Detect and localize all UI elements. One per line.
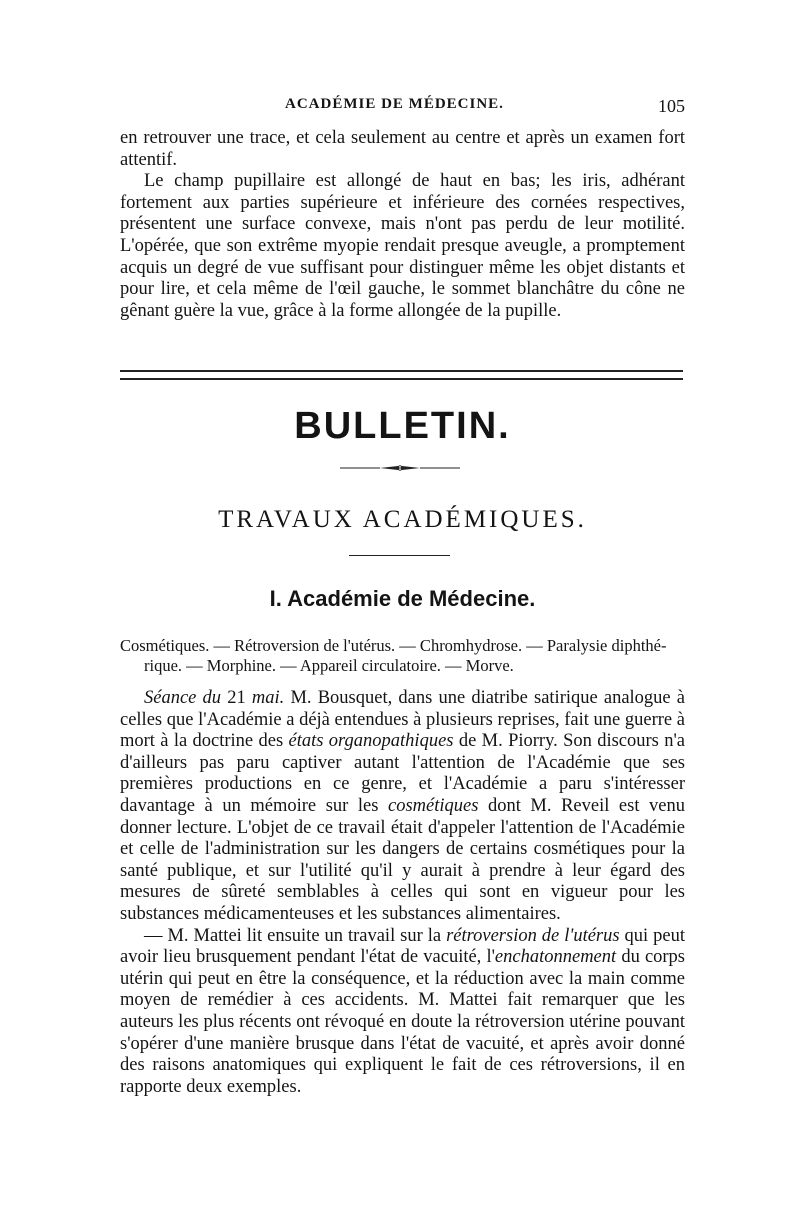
italic-term: enchatonnement	[494, 947, 617, 968]
paragraph-text: dont M. Reveil est venu donner lecture. L'objet de ce travail était d'appeler l'attention de l'Académie et celle de l'administration sur les dangers de certains cosmétiques pour la santé publique, et sur l'utilité qu'il y aurait à prendre à leur égard des mesures de sûreté semblables à celles qui sont en vigueur pour les substances médicamenteuses et les substances alimentaires.	[120, 795, 685, 924]
short-rule-divider	[349, 555, 450, 556]
intro-paragraph-2: Le champ pupillaire est allongé de haut en bas; les iris, adhérant fortement aux parties supérieure et inférieure des cornées respectives, présentent une surface convexe, mais n'ont pas perdu de leur motilité. L'opérée, que son extrême myopie rendait presque aveugle, a promptement acquis un degré de vue suffisant pour distinguer même les objet distants et pour lire, et cela même de l'œil gauche, le sommet blanchâtre du cône ne gênant guère la vue, grâce à la forme allongée de la pupille.	[120, 171, 685, 321]
seance-label: Séance du	[144, 688, 222, 708]
paragraph-text: du corps utérin qui peut en être la conséquence, et la réduction avec la main comme moyen de remédier à ces accidents. M. Mattei fait remarquer que les auteurs les plus récents ont révoqué en doute la rétroversion utérine pouvant s'opérer d'une manière brusque dans l'état de vacuité, et après avoir donné des raisons anatomiques qui expliquent le fait de ces rétroversions, il en rapporte deux exemples.	[120, 947, 686, 1097]
italic-term: cosmétiques	[387, 795, 479, 816]
page-number: 105	[658, 96, 685, 116]
double-rule-divider	[120, 370, 683, 380]
paragraph-text: qui peut avoir lieu brusquement pendant l'état de vacuité, l'	[120, 925, 685, 968]
section-heading: TRAVAUX ACADÉMIQUES.	[218, 506, 587, 533]
seance-month: mai.	[251, 688, 285, 708]
section-summary	[120, 636, 685, 676]
mattei-paragraph	[120, 926, 685, 1099]
seance-day: 21	[227, 688, 246, 708]
subsection-heading: I. Académie de Médecine.	[269, 586, 536, 611]
summary-line-2: rique. — Morphine. — Appareil circulatoire. — Morve.	[144, 656, 514, 675]
seance-paragraph	[120, 688, 685, 926]
intro-paragraph-1: en retrouver une trace, et cela seulement au centre et après un examen fort attentif.	[120, 128, 685, 170]
ornament-divider	[340, 463, 460, 473]
main-text	[120, 688, 685, 1098]
paragraph-text: M. Bousquet, dans une diatribe satirique analogue à celles que l'Académie a déjà entendues à plusieurs reprises, fait une guerre à mort à la doctrine des	[120, 688, 686, 752]
italic-term: états organopathiques	[288, 731, 454, 752]
page-header	[120, 96, 685, 120]
paragraph-text: — M. Mattei lit ensuite un travail sur la	[144, 925, 442, 946]
italic-term: rétroversion de l'utérus	[446, 925, 620, 946]
paragraph-text: de M. Piorry. Son discours n'a d'ailleurs pas paru captiver autant l'attention de l'Académie que ses premières productions en ce genre, et l'Académie a paru s'intéresser davantage à un mémoire sur les	[120, 731, 686, 816]
running-title: ACADÉMIE DE MÉDECINE.	[285, 96, 504, 112]
intro-text	[120, 128, 685, 322]
summary-line-1: Cosmétiques. — Rétroversion de l'utérus. — Chromhydrose. — Paralysie diphthé-	[120, 636, 667, 655]
bulletin-heading: BULLETIN.	[294, 405, 511, 447]
